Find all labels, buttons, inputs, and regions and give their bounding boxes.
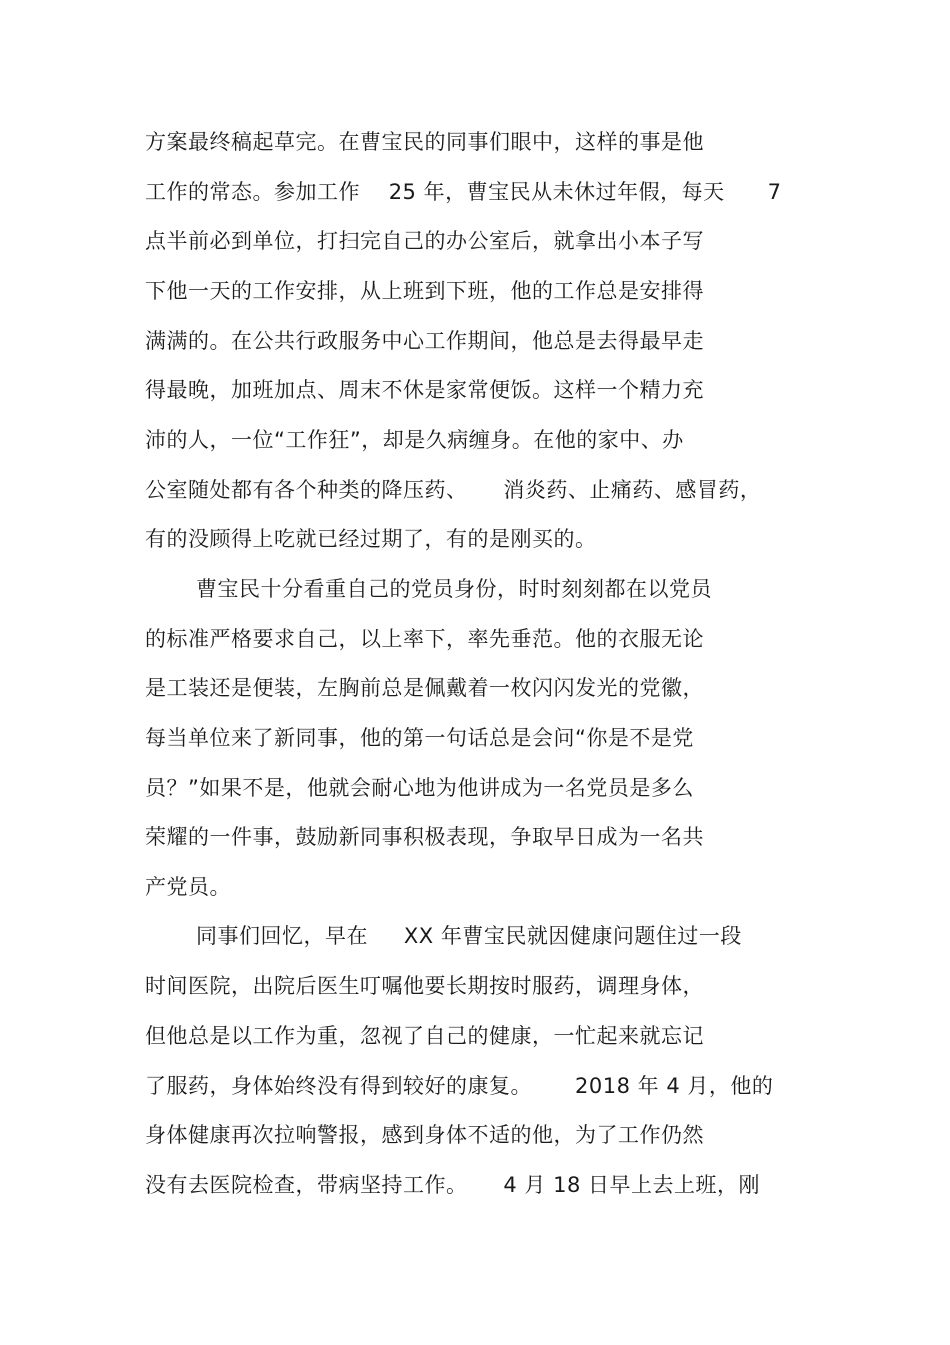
text-line: 公室随处都有各个种类的降压药、 消炎药、止痛药、感冒药， <box>145 478 762 502</box>
text-line: 工作的常态。参加工作 25 年，曹宝民从未休过年假，每天 7 <box>145 180 782 204</box>
text-line: 但他总是以工作为重，忽视了自己的健康，一忙起来就忘记 <box>145 1024 704 1048</box>
text-line: 满满的。在公共行政服务中心工作期间，他总是去得最早走 <box>145 329 704 353</box>
paragraph-first-line: 曹宝民十分看重自己的党员身份，时时刻刻都在以党员 <box>196 577 712 601</box>
text-line: 有的没顾得上吃就已经过期了，有的是刚买的。 <box>145 527 597 551</box>
text-line: 荣耀的一件事，鼓励新同事积极表现，争取早日成为一名共 <box>145 825 704 849</box>
text-line: 产党员。 <box>145 875 231 899</box>
text-line: 每当单位来了新同事，他的第一句话总是会问“你是不是党 <box>145 726 694 750</box>
text-line: 身体健康再次拉响警报，感到身体不适的他，为了工作仍然 <box>145 1123 704 1147</box>
text-line: 点半前必到单位，打扫完自己的办公室后，就拿出小本子写 <box>145 229 704 253</box>
text-line: 下他一天的工作安排，从上班到下班，他的工作总是安排得 <box>145 279 704 303</box>
text-line: 了服药，身体始终没有得到较好的康复。 2018 年 4 月，他的 <box>145 1074 774 1098</box>
text-line: 没有去医院检查，带病坚持工作。 4 月 18 日早上去上班，刚 <box>145 1173 760 1197</box>
text-line: 得最晚，加班加点、周末不休是家常便饭。这样一个精力充 <box>145 378 704 402</box>
text-line: 方案最终稿起草完。在曹宝民的同事们眼中，这样的事是他 <box>145 130 704 154</box>
text-line: 时间医院，出院后医生叮嘱他要长期按时服药，调理身体， <box>145 974 704 998</box>
text-line: 的标准严格要求自己，以上率下，率先垂范。他的衣服无论 <box>145 627 704 651</box>
text-line: 员？”如果不是，他就会耐心地为他讲成为一名党员是多么 <box>145 776 694 800</box>
text-line: 沛的人，一位“工作狂”，却是久病缠身。在他的家中、办 <box>145 428 684 452</box>
text-line: 是工装还是便装，左胸前总是佩戴着一枚闪闪发光的党徽， <box>145 676 704 700</box>
paragraph-first-line: 同事们回忆，早在 XX 年曹宝民就因健康问题住过一段 <box>196 924 742 948</box>
